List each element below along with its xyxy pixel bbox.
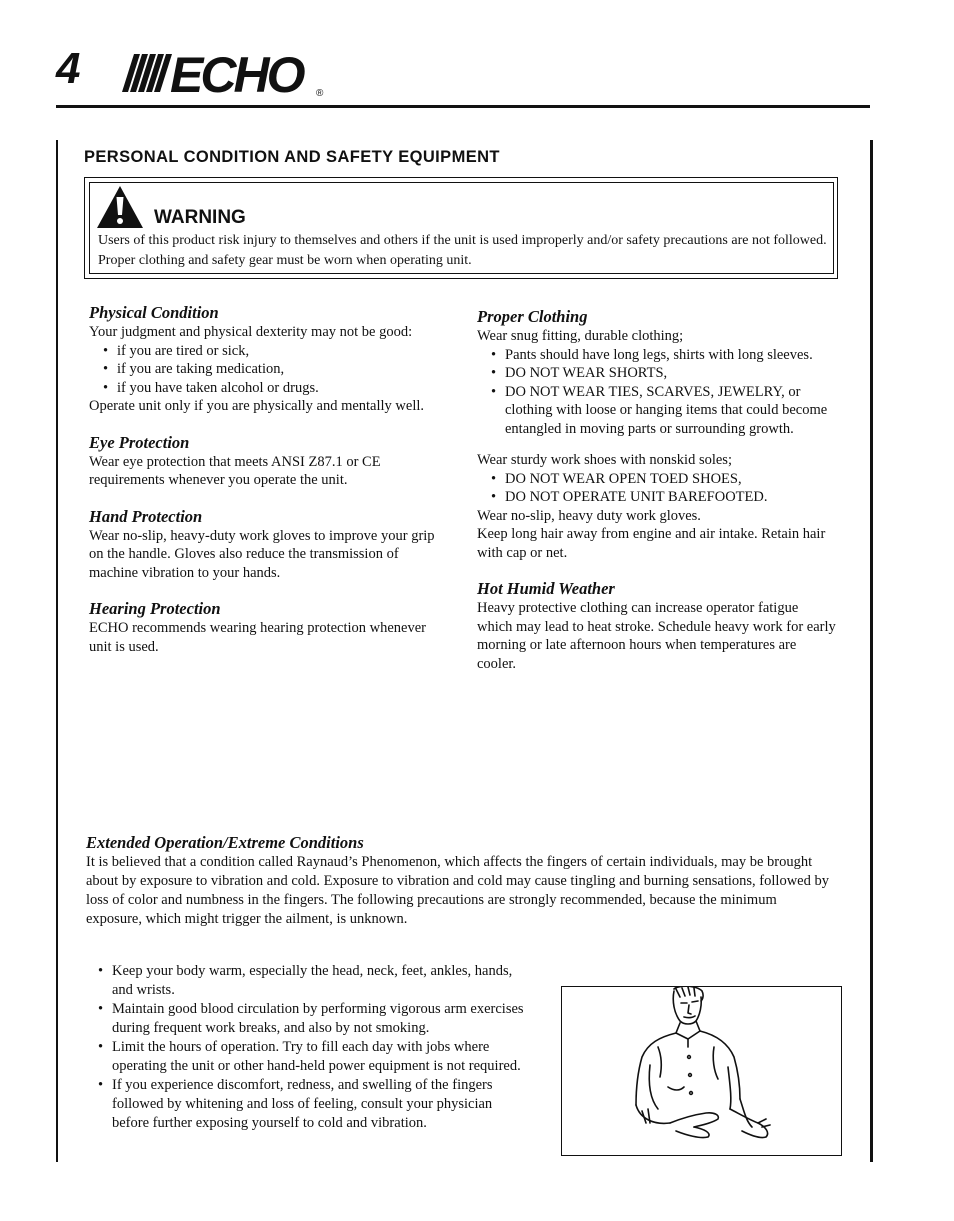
physical-condition-heading: Physical Condition [89, 303, 219, 322]
list-item: • DO NOT WEAR OPEN TOED SHOES, [477, 470, 837, 489]
list-item: • Keep your body warm, especially the head, neck, feet, ankles, hands, and wrists. [96, 962, 532, 1000]
left-column [89, 303, 449, 656]
page-number: 4 [56, 44, 81, 93]
warning-text: Users of this product risk injury to themselves and others if the unit is used improperly and/or safety precautions are not followed. Proper clothing and safety gear must be worn when operating unit. [98, 233, 827, 268]
warning-icon [96, 185, 144, 234]
header-rule [56, 105, 870, 108]
echo-logo-text: ECHO [170, 52, 303, 98]
list-item: • If you experience discomfort, redness, and swelling of the fingers followed by whitening and loss of feeling, consult your physician before further exposing yourself to cold and vibration. [96, 1076, 532, 1133]
shoes-list [477, 470, 837, 507]
proper-clothing-intro: Wear snug fitting, durable clothing; [477, 328, 684, 344]
list-item: • DO NOT WEAR TIES, SCARVES, JEWELRY, or clothing with loose or hanging items that could become entangled in moving parts or surrounding growth. [477, 383, 837, 439]
hearing-protection-text: ECHO recommends wearing hearing protection whenever unit is used. [89, 620, 427, 655]
list-item: • Pants should have long legs, shirts with long sleeves. [477, 346, 837, 365]
hot-humid-weather-text: Heavy protective clothing can increase operator fatigue which may lead to heat stroke. Schedule heavy work for early morning or late afternoon hours when temperatures are cooler. [477, 600, 836, 672]
eye-protection-text: Wear eye protection that meets ANSI Z87.1 or CE requirements whenever you operate the unit. [89, 453, 381, 488]
physical-condition-outro: Operate unit only if you are physically and mentally well. [89, 398, 425, 414]
hair-text: Keep long hair away from engine and air intake. Retain hair with cap or net. [477, 526, 826, 561]
list-item: • if you have taken alcohol or drugs. [89, 379, 449, 398]
hand-protection-heading: Hand Protection [89, 506, 203, 526]
extended-operation-heading: Extended Operation/Extreme Conditions [86, 833, 364, 852]
hand-protection-text: Wear no-slip, heavy-duty work gloves to improve your grip on the handle. Gloves also reduce the transmission of machine vibration to your hands. [89, 527, 435, 581]
left-margin-rule [56, 140, 58, 1162]
extended-operation-section [86, 833, 836, 929]
eye-protection-heading: Eye Protection [89, 432, 190, 452]
list-item: • if you are tired or sick, [89, 342, 449, 361]
extended-operation-list [96, 962, 532, 1133]
list-item: • if you are taking medication, [89, 360, 449, 379]
right-margin-rule [870, 140, 873, 1162]
hearing-protection-heading: Hearing Protection [89, 599, 221, 618]
list-item: • Maintain good blood circulation by performing vigorous arm exercises during frequent work breaks, and also by not smoking. [96, 1000, 532, 1038]
physical-condition-intro: Your judgment and physical dexterity may not be good: [89, 324, 413, 340]
list-item: • Limit the hours of operation. Try to fill each day with jobs where operating the unit or other hand-held power equipment is not required. [96, 1038, 532, 1076]
right-column [477, 307, 837, 673]
shoes-intro: Wear sturdy work shoes with nonskid soles; [477, 452, 732, 468]
registered-mark: ® [316, 88, 324, 98]
section-title: PERSONAL CONDITION AND SAFETY EQUIPMENT [84, 148, 500, 166]
hot-humid-weather-heading: Hot Humid Weather [477, 579, 615, 598]
proper-clothing-heading: Proper Clothing [477, 307, 588, 326]
list-item: • DO NOT WEAR SHORTS, [477, 364, 837, 383]
extended-operation-text: It is believed that a condition called Raynaud’s Phenomenon, which affects the fingers of certain individuals, may be brought about by exposure to vibration and cold. Exposure to vibration and cold may cause tingling and burning sensations, followed by loss of color and numbness in the fingers. The following precautions are strongly recommended, because the minimum exposure, which might trigger the ailment, is unknown. [86, 854, 829, 927]
warning-title: WARNING [154, 207, 246, 228]
physical-condition-list [89, 342, 449, 398]
proper-clothing-list [477, 346, 837, 439]
gloves-text: Wear no-slip, heavy duty work gloves. [477, 507, 701, 524]
hand-warming-illustration [561, 986, 842, 1156]
list-item: • DO NOT OPERATE UNIT BAREFOOTED. [477, 488, 837, 507]
echo-logo [122, 52, 332, 103]
